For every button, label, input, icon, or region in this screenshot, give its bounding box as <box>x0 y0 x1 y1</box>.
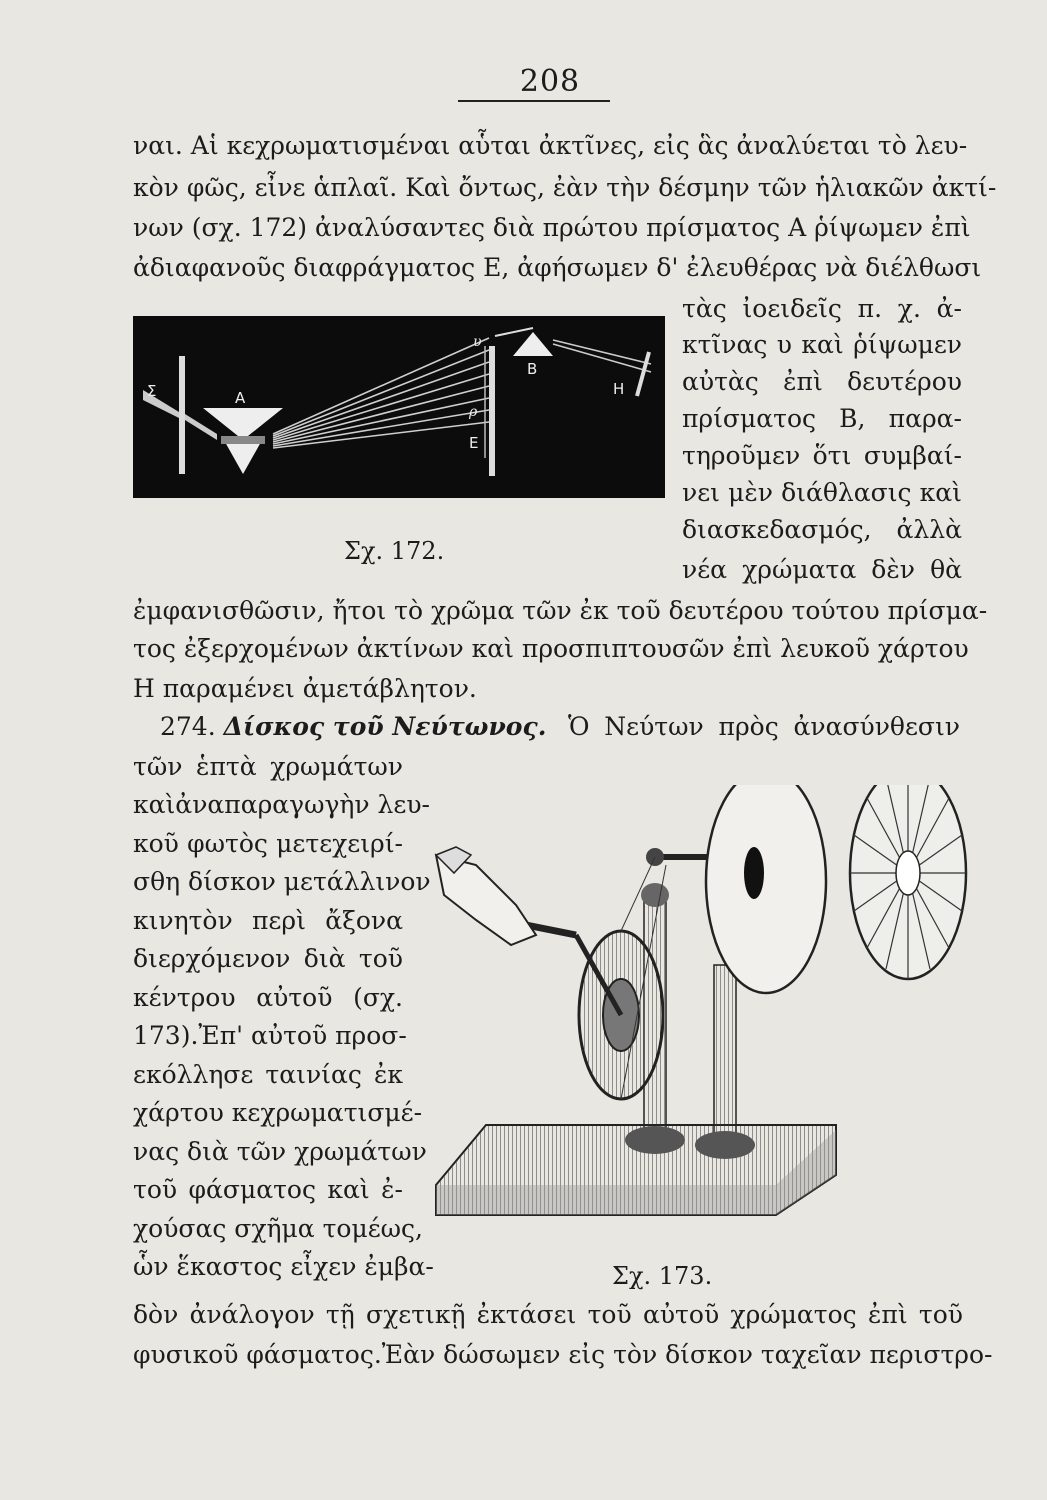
text-line: σθη δίσκον μετάλλινον <box>133 867 431 896</box>
text-line: τῶν ἑπτὰ χρωμάτων <box>133 752 403 781</box>
text-line: Ὁ Νεύτων πρὸς ἀνασύνθεσιν <box>568 712 960 741</box>
text-line: καὶἀναπαραγωγὴν λευ- <box>133 790 430 819</box>
text-line: πρίσματος Β, παρα- <box>682 404 962 433</box>
text-line: χάρτου κεχρωματισμέ- <box>133 1098 423 1127</box>
text-line: τηροῦμεν ὅτι συμβαί- <box>682 441 962 470</box>
text-line: τοῦ φάσματος καὶ ἐ- <box>133 1175 403 1204</box>
text-line: Η παραμένει ἀμετάβλητον. <box>133 674 477 703</box>
text-line: διασκεδασμός, ἀλλὰ <box>682 515 962 544</box>
text-line: διερχόμενον διὰ τοῦ <box>133 944 403 973</box>
label-alpha: Α <box>235 389 246 407</box>
newton-disc-figure <box>416 785 994 1260</box>
text-line: νας διὰ τῶν χρωμάτων <box>133 1137 427 1166</box>
prism-figure <box>133 316 665 498</box>
text-line: φυσικοῦ φάσματος.Ἐὰν δώσωμεν εἰς τὸν δίσκον ταχεῖαν περιστρο- <box>133 1340 993 1369</box>
label-upsilon: υ <box>473 334 482 350</box>
label-epsilon: Ε <box>469 434 479 452</box>
text-line: κινητὸν περὶ ἄξονα <box>133 906 403 935</box>
text-line: αὐτὰς ἐπὶ δευτέρου <box>682 367 962 396</box>
text-line: ἀδιαφανοῦς διαφράγματος Ε, ἀφήσωμεν δ' ἐλευθέρας νὰ διέλθωσι <box>133 253 982 282</box>
figure-173-caption: Σχ. 173. <box>612 1262 713 1290</box>
text-line: νει μὲν διάθλασις καὶ <box>682 478 962 507</box>
text-line: κοῦ φωτὸς μετεχειρί- <box>133 829 403 858</box>
text-line: 173).Ἐπ' αὐτοῦ προσ- <box>133 1021 407 1050</box>
text-line: ὧν ἕκαστος εἶχεν ἐμβα- <box>133 1252 434 1281</box>
label-sigma: Σ <box>147 382 157 400</box>
text-line: κτῖνας υ καὶ ῥίψωμεν <box>682 330 962 359</box>
text-line: νέα χρώματα δὲν θὰ <box>682 555 962 584</box>
label-rho: ρ <box>469 404 478 420</box>
section-title: Δίσκος τοῦ Νεύτωνος. <box>223 712 547 741</box>
text-line: τος ἐξερχομένων ἀκτίνων καὶ προσπιπτουσῶν ἐπὶ λευκοῦ χάρτου <box>133 634 969 663</box>
newton-disc-engraving <box>416 785 994 1260</box>
header-rule <box>458 100 610 102</box>
text-line: χούσας σχῆμα τομέως, <box>133 1214 423 1243</box>
text-line: τὰς ἰοειδεῖς π. χ. ἀ- <box>682 294 962 323</box>
text-line: κὸν φῶς, εἶνε ἁπλαῖ. Καὶ ὄντως, ἐὰν τὴν δέσμην τῶν ἡλιακῶν ἀκτί- <box>133 173 997 202</box>
text-line: νων (σχ. 172) ἀναλύσαντες διὰ πρώτου πρίσματος Α ῥίψωμεν ἐπὶ <box>133 213 971 242</box>
text-line: εκόλλησε ταινίας ἐκ <box>133 1060 403 1089</box>
text-line: κέντρου αὐτοῦ (σχ. <box>133 983 403 1012</box>
section-number: 274. <box>160 712 216 741</box>
text-line: ἐμφανισθῶσιν, ἤτοι τὸ χρῶμα τῶν ἐκ τοῦ δευτέρου τούτου πρίσμα- <box>133 596 988 625</box>
label-eta: Η <box>613 380 625 398</box>
figure-172-caption: Σχ. 172. <box>344 537 445 565</box>
label-beta: Β <box>527 360 538 378</box>
page-number: 208 <box>519 64 581 99</box>
text-line: δὸν ἀνάλογον τῇ σχετικῇ ἐκτάσει τοῦ αὐτοῦ χρώματος ἐπὶ τοῦ <box>133 1300 963 1329</box>
prism-diagram-svg <box>133 316 665 498</box>
text-line: ναι. Αἱ κεχρωματισμέναι αὗται ἀκτῖνες, εἰς ἃς ἀναλύεται τὸ λευ- <box>133 131 968 160</box>
